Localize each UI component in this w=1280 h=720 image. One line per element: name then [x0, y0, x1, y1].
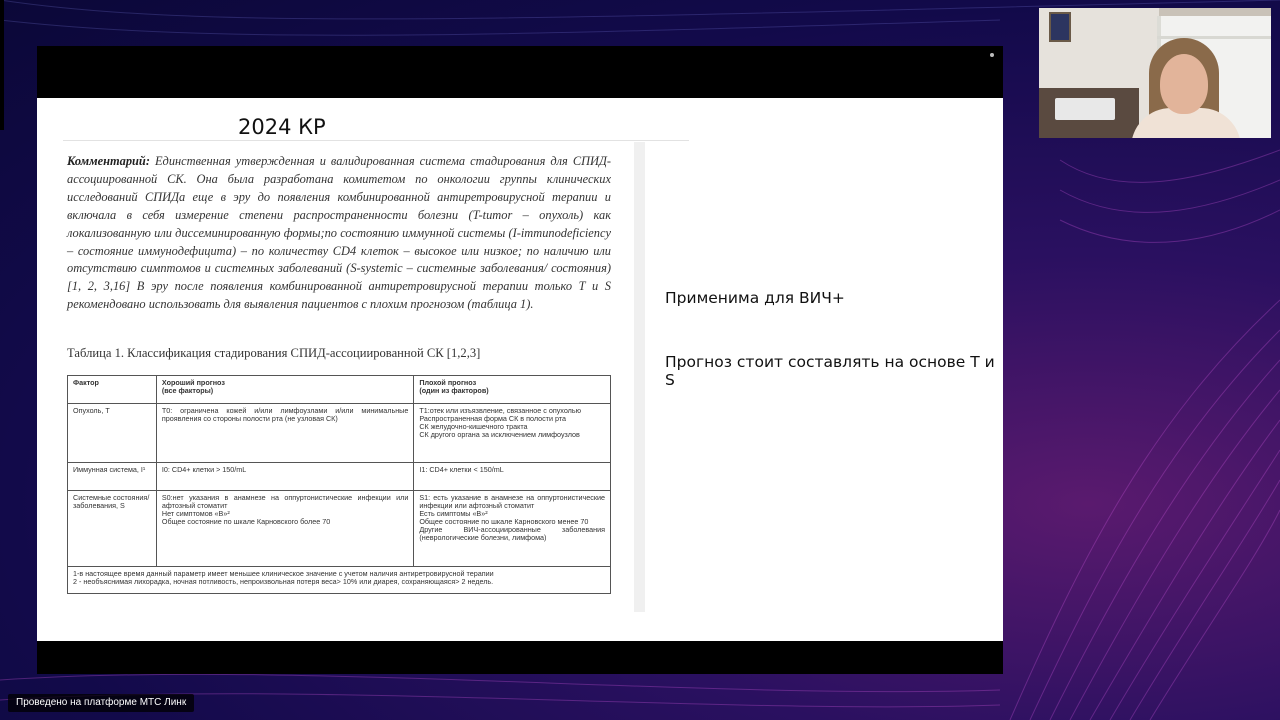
frame-dot-icon [990, 53, 994, 57]
comment-text: Единственная утвержденная и валидированная система стадирования для СПИД-ассоциированной СК. Она была разработана комитетом по онкологии группы клинических исследований СПИДа еще в эру до появления комбинированной антиретровирусной терапии и включала в себя измерение степени распространенности болезни (T-tumor – опухоль) как локализованную или диссеминированную формы;по состоянию иммунной системы (I-immunodeficiency – состояние иммунодефицита) – по количеству CD4 клеток – высокое или низкое; по наличию или отсутствию симптомов и системных заболеваний (S-systemic – системные заболевания/ состояния) [1, 2, 3,16] В эру после появления комбинированной антиретровирусной терапии только T и S рекомендовано использовать для выявления пациентов с плохим прогнозом (таблица 1). [67, 154, 611, 312]
cell-factor: Иммунная система, I¹ [68, 463, 157, 491]
table-row [68, 463, 611, 491]
table-notes [68, 567, 611, 594]
cell-factor: Опухоль, T [68, 404, 157, 463]
webcam-video[interactable] [1039, 8, 1271, 138]
table-note: 2 - необъяснимая лихорадка, ночная потливость, непроизвольная потеря веса> 10% или диарея, сохраняющаяся> 2 недель. [73, 577, 494, 587]
cell-bad: T1:отек или изъязвление, связанное с опухолью Распространенная форма СК в полости рта СК желудочно-кишечного тракта СК другого органа за исключением лимфоузлов [414, 404, 611, 463]
table-row [68, 404, 611, 463]
comment-paragraph [67, 153, 611, 314]
cell-good: S0:нет указания в анамнезе на оппуртонистические инфекции или афтозный стоматит Нет симптомов «B»² Общее состояние по шкале Карновского более 70 [156, 491, 413, 567]
cell-good: T0: ограничена кожей и/или лимфоузлами и/или минимальные проявления со стороны полости рта (не узловая СК) [156, 404, 413, 463]
table-caption: Таблица 1. Классификация стадирования СПИД-ассоциированной СК [1,2,3] [67, 346, 481, 360]
table-note: 1-в настоящее время данный параметр имеет меньшее клиническое значение с учетом наличия антиретровирусной терапии [73, 569, 494, 578]
webcam-printer [1055, 98, 1115, 120]
header-good: Хороший прогноз (все факторы) [156, 376, 413, 404]
table-notes-row [68, 567, 611, 594]
table-row [68, 491, 611, 567]
slide-divider [634, 142, 645, 612]
header-bad: Плохой прогноз (один из факторов) [414, 376, 611, 404]
slide-title: 2024 КР [238, 115, 326, 139]
point-hiv: Применима для ВИЧ+ [665, 289, 845, 307]
left-edge-bar [0, 0, 4, 130]
header-factor: Фактор [68, 376, 157, 404]
cell-good: I0: CD4+ клетки > 150/mL [156, 463, 413, 491]
cell-bad: I1: CD4+ клетки < 150/mL [414, 463, 611, 491]
title-rule [63, 140, 689, 141]
classification-table [67, 375, 611, 594]
presentation-frame [37, 46, 1003, 674]
webcam-picture-frame [1049, 12, 1071, 42]
platform-badge: Проведено на платформе МТС Линк [8, 694, 194, 712]
cell-factor: Системные состояния/ заболевания, S [68, 491, 157, 567]
point-prognosis: Прогноз стоит составлять на основе T и S [665, 353, 995, 389]
comment-label: Комментарий: [67, 154, 150, 168]
cell-bad: S1: есть указание в анамнезе на оппуртонистические инфекции или афтозный стоматит Есть симптомы «B»² Общее состояние по шкале Карновского менее 70 Другие ВИЧ-ассоциированные заболевания (неврологические болезни, лимфома) [414, 491, 611, 567]
slide [37, 98, 1003, 641]
table-header-row [68, 376, 611, 404]
webcam-speaker-face [1160, 54, 1208, 114]
